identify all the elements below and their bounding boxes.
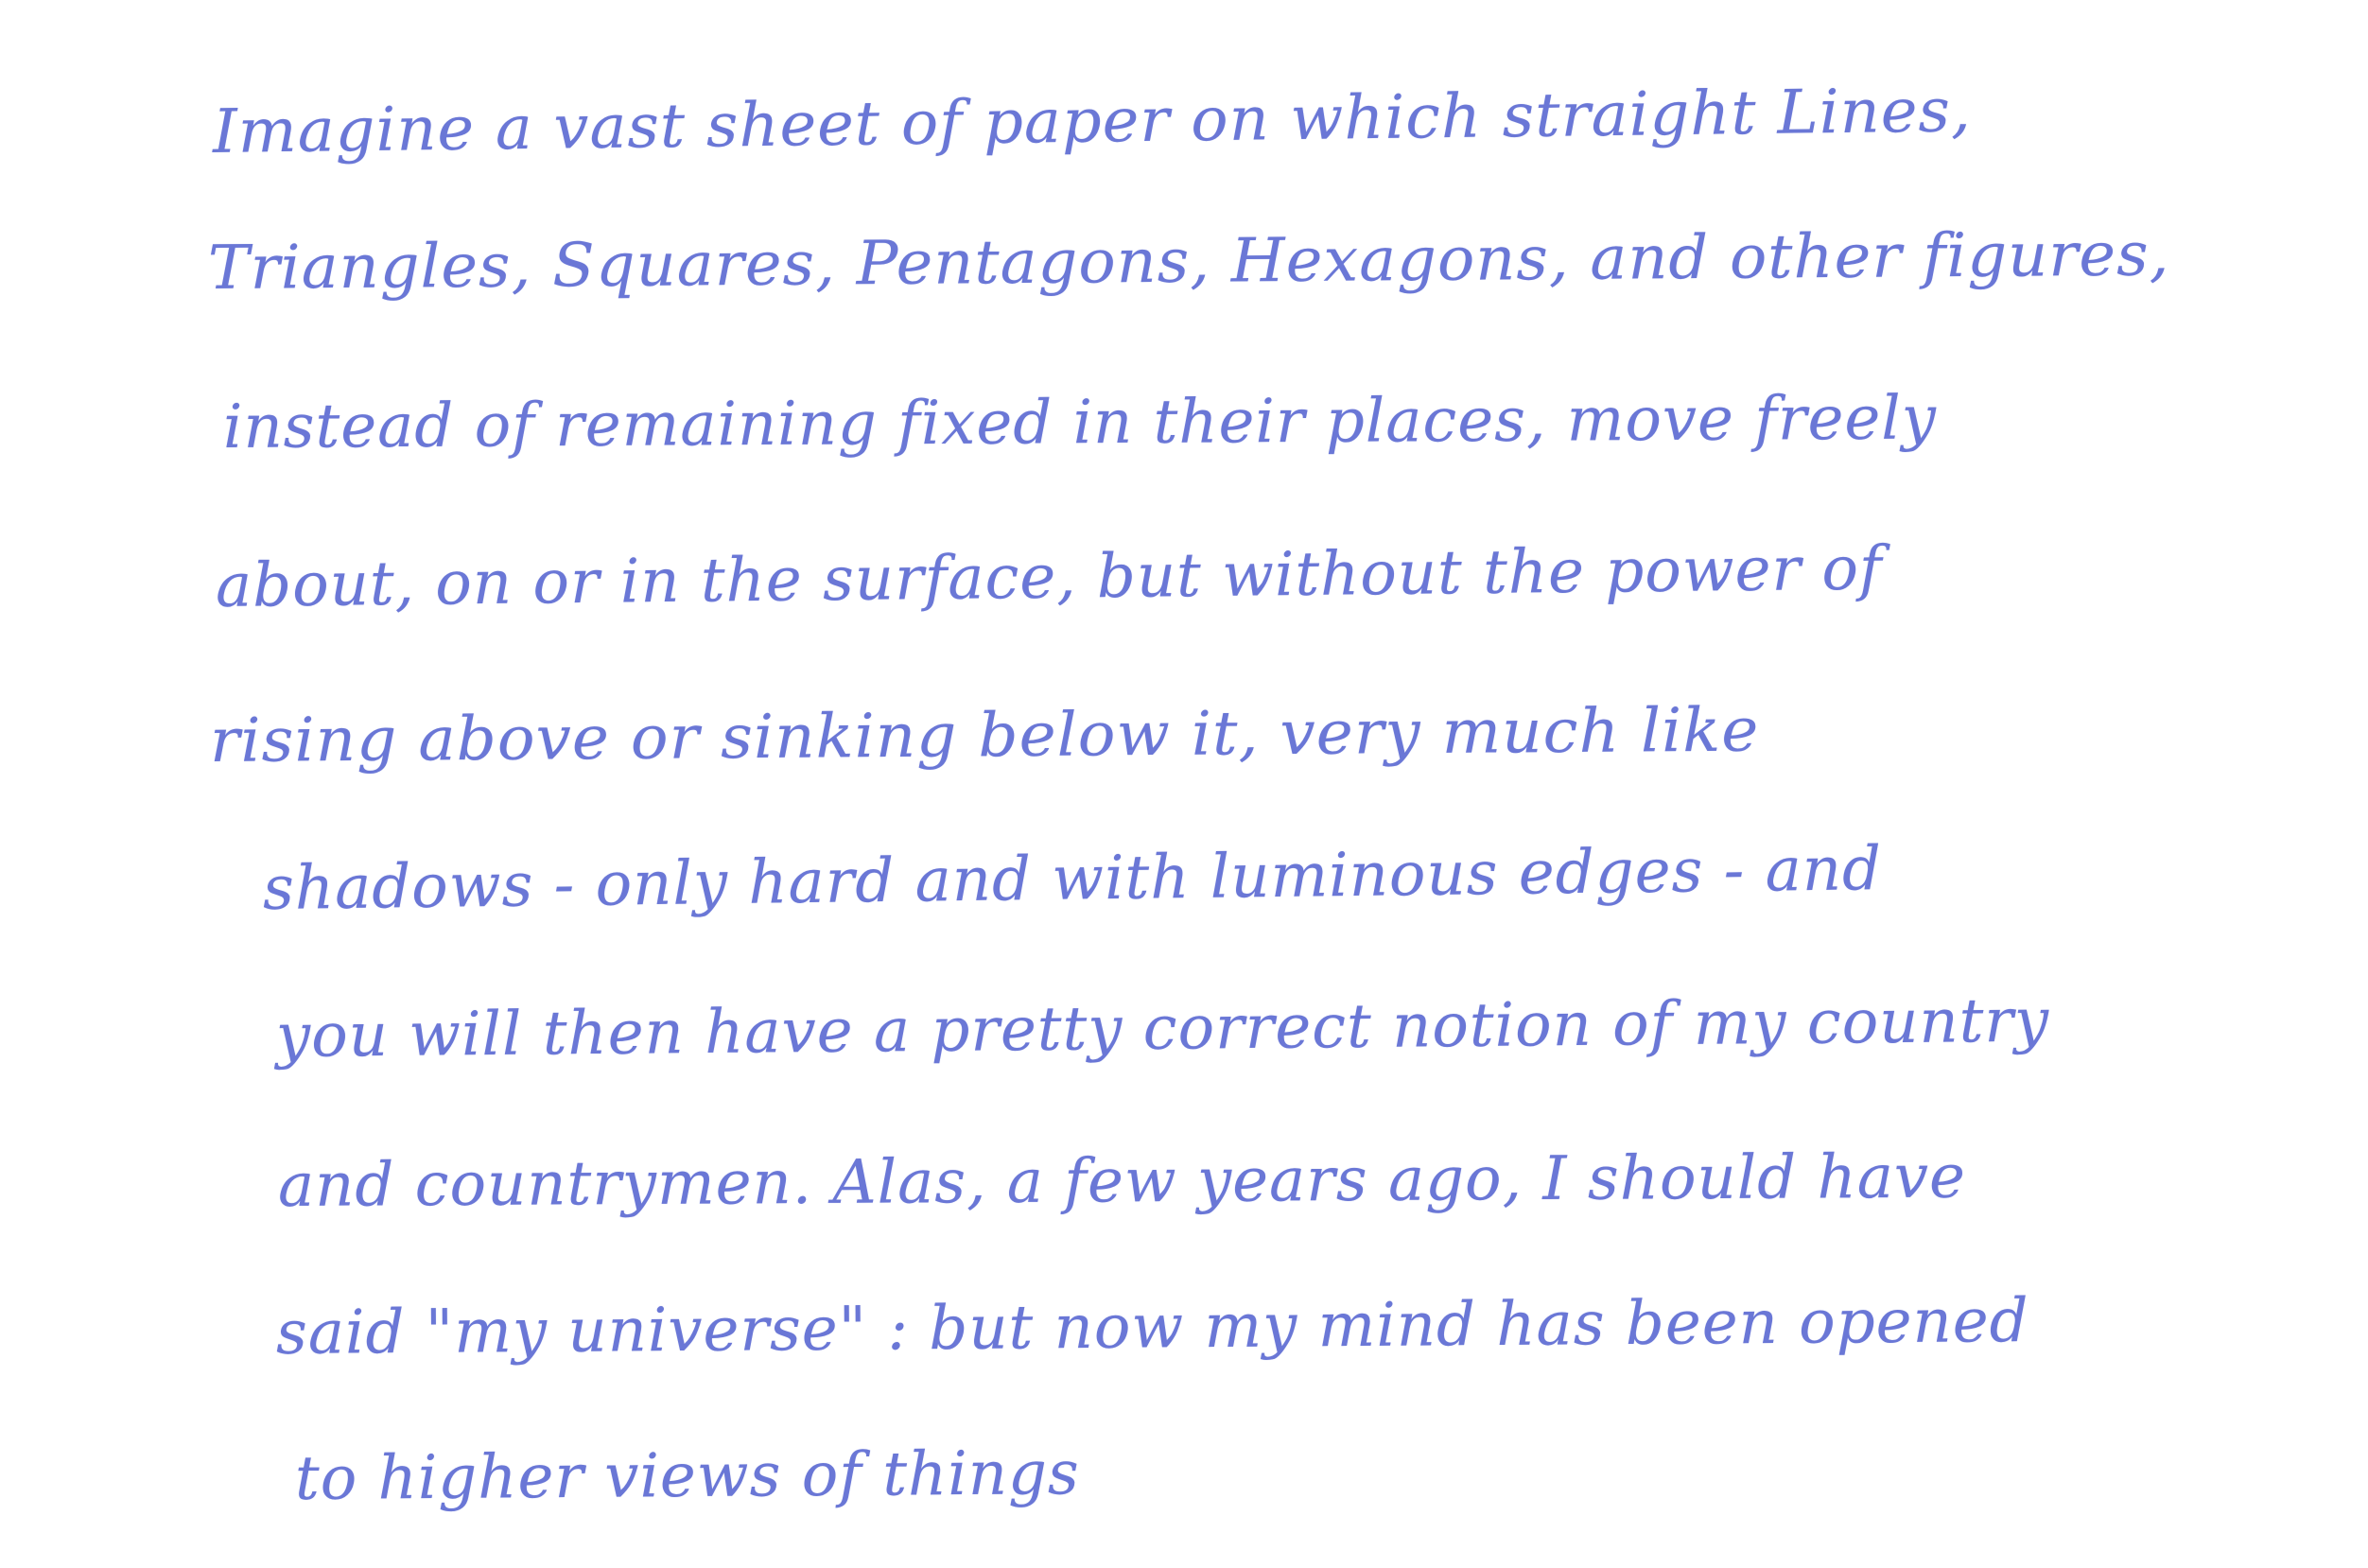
text-line-1: Imagine a vast sheet of paper on which straight Lines, [212,76,1973,167]
text-line-7: you will then have a pretty correct notion of my country [275,985,2050,1071]
text-line-5: rising above or sinking below it, very much like [209,695,1760,776]
text-line-3: instead of remaining fixed in their places, move freely [222,383,1938,462]
text-line-9: said "my universe" : but now my mind has been opened [275,1286,2029,1368]
text-line-10: to higher views of things [294,1438,1080,1514]
text-line-6: shadows - only hard and with luminous edges - and [262,834,1883,924]
text-line-8: and countrymen. Alas, a few years ago, I should have [277,1141,1967,1221]
text-line-4: about, on or in the surface, but without the power of [215,533,1883,621]
text-line-2: Triangles, Squares, Pentagons, Hexagons, and other figures, [207,219,2170,304]
